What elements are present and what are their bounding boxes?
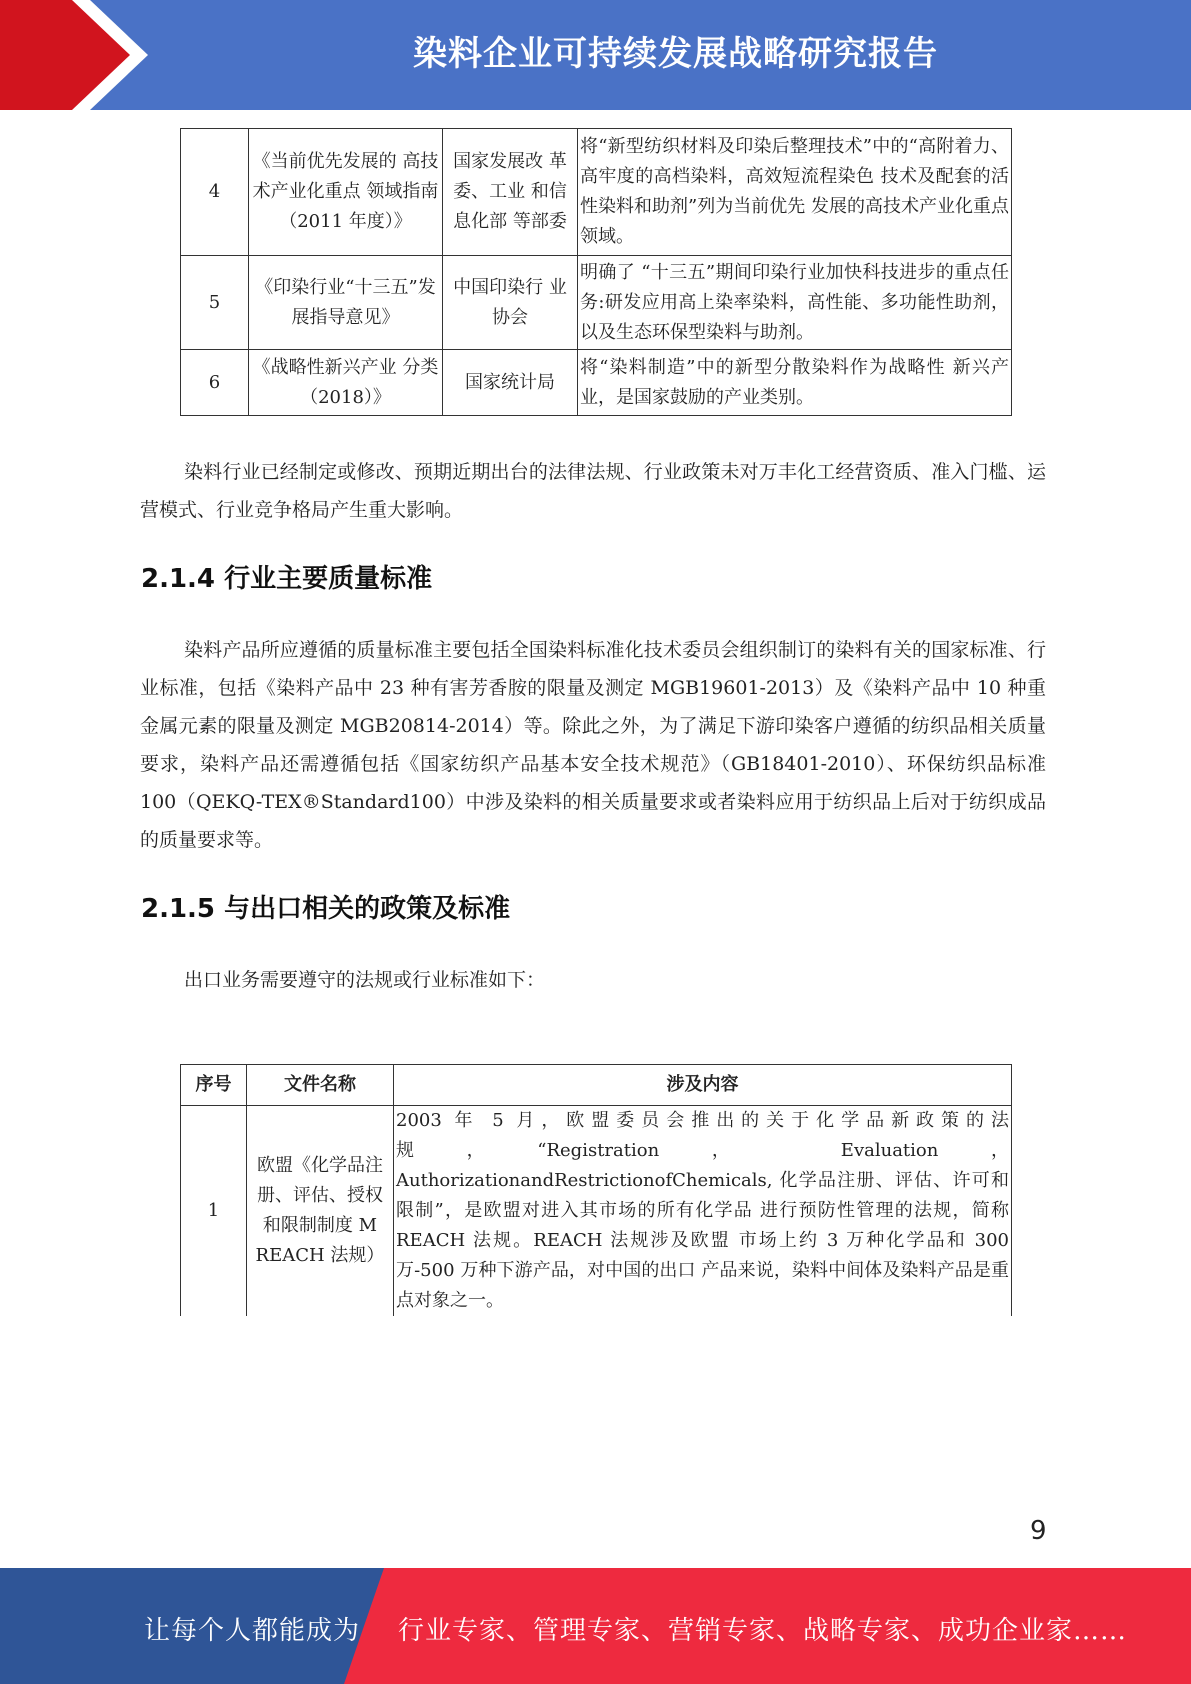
document-name: 《当前优先发展的 高技术产业化重点 领域指南（2011 年度）》 xyxy=(249,129,443,256)
footer-slogan-right: 行业专家、管理专家、营销专家、战略专家、成功企业家…… xyxy=(398,1616,1128,1646)
paragraph: 染料行业已经制定或修改、预期近期出台的法律法规、行业政策未对万丰化工经营资质、准入门槛、运营模式、行业竞争格局产生重大影响。 xyxy=(140,461,1046,521)
section-heading: 2.1.5 与出口相关的政策及标准 xyxy=(141,894,511,924)
table-header-row xyxy=(181,1065,1012,1106)
table-row xyxy=(181,350,1012,416)
export-standards-table xyxy=(180,1064,1012,1316)
document-content: 明确了 “十三五”期间印染行业加快科技进步的重点任务:研发应用高上染率染料，高性能、多功能性助剂，以及生态环保型染料与助剂。 xyxy=(578,256,1012,350)
section-heading: 2.1.4 行业主要质量标准 xyxy=(141,564,433,594)
row-number: 6 xyxy=(181,350,249,416)
issuing-agency: 国家统计局 xyxy=(443,350,578,416)
table-row xyxy=(181,1106,1012,1317)
page-header xyxy=(0,0,1191,110)
table-row xyxy=(181,256,1012,350)
document-name: 欧盟《化学品注册、评估、授权和限制制度 M REACH 法规） xyxy=(247,1106,394,1317)
column-header-name: 文件名称 xyxy=(247,1065,394,1106)
report-title: 染料企业可持续发展战略研究报告 xyxy=(413,34,938,74)
document-content: 将“染料制造”中的新型分散染料作为战略性 新兴产业，是国家鼓励的产业类别。 xyxy=(578,350,1012,416)
paragraph: 出口业务需要遵守的法规或行业标准如下： xyxy=(184,969,546,991)
document-content: 将“新型纺织材料及印染后整理技术”中的“高附着力、高牢度的高档染料，高效短流程染色 技术及配套的活性染料和助剂”列为当前优先 发展的高技术产业化重点领域。 xyxy=(578,129,1012,256)
document-name: 《战略性新兴产业 分类（2018）》 xyxy=(249,350,443,416)
issuing-agency: 国家发展改 革委、工业 和信息化部 等部委 xyxy=(443,129,578,256)
document-content: 2003 年 5 月，欧盟委员会推出的关于化学品新政策的法规，“Registration， Evaluation， AuthorizationandRestrictionofChemicals, 化学品注册、评估、许可和限制”，是欧盟对进入其市场的所有化学品 进行预防性管理的法规，简称 REACH 法规。REACH 法规涉及欧盟 市场上约 3 万种化学品和 300 万-500 万种下游产品，对中国的出口 产品来说，染料中间体及染料产品是重点对象之一。 xyxy=(394,1106,1012,1317)
page-number: 9 xyxy=(1030,1516,1047,1546)
document-name: 《印染行业“十三五”发展指导意见》 xyxy=(249,256,443,350)
paragraph: 染料产品所应遵循的质量标准主要包括全国染料标准化技术委员会组织制订的染料有关的国家标准、行业标准，包括《染料产品中 23 种有害芳香胺的限量及测定 MGB19601-2013）及《染料产品中 10 种重金属元素的限量及测定 MGB20814-2014）等。除此之外，为了满足下游印染客户遵循的纺织品相关质量要求，染料产品还需遵循包括《国家纺织产品基本安全技术规范》（GB18401-2010）、环保纺织品标准 100（QEKQ-TEX®Standard100）中涉及染料的相关质量要求或者染料应用于纺织品上后对于纺织成品的质量要求等。 xyxy=(140,639,1046,851)
policy-table xyxy=(180,128,1012,416)
row-number: 1 xyxy=(181,1106,247,1317)
column-header-content: 涉及内容 xyxy=(394,1065,1012,1106)
issuing-agency: 中国印染行 业协会 xyxy=(443,256,578,350)
table-row xyxy=(181,129,1012,256)
row-number: 5 xyxy=(181,256,249,350)
column-header-number: 序号 xyxy=(181,1065,247,1106)
page-footer xyxy=(0,1568,1191,1684)
row-number: 4 xyxy=(181,129,249,256)
footer-slogan-left: 让每个人都能成为 xyxy=(144,1616,361,1646)
